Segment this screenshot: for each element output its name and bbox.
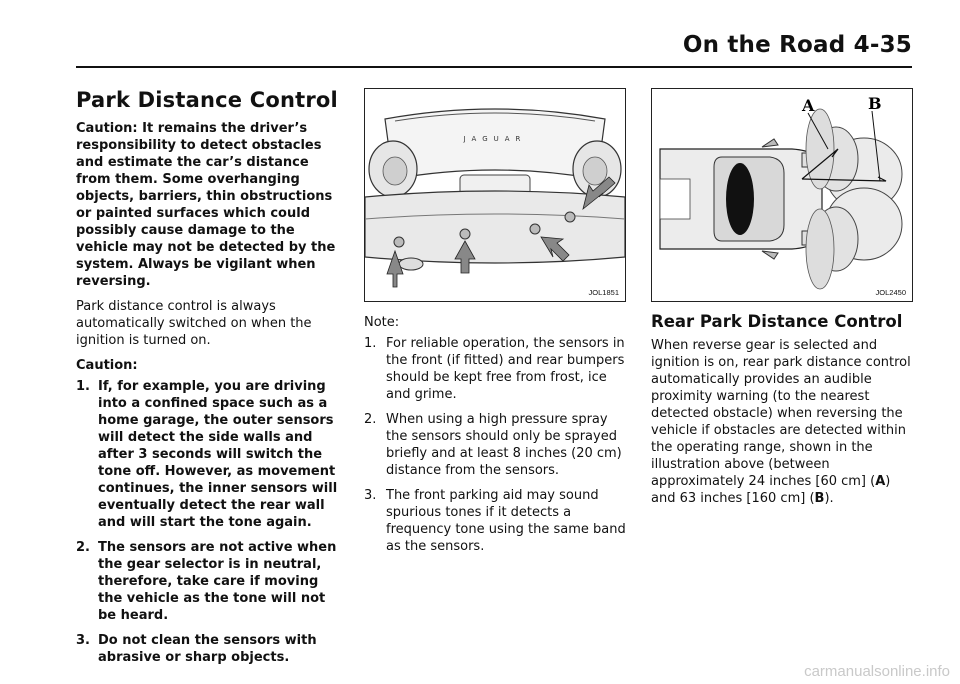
column-left (76, 88, 338, 674)
car-rear-bumper-drawing (365, 89, 625, 301)
section-subheading: Rear Park Distance Control (651, 312, 903, 331)
rear-bumper-illustration (364, 88, 626, 302)
note-item: 1. For reliable operation, the sensors in the front (if fitted) and rear bumpers should be kept free from frost, ice and grime. (364, 336, 625, 402)
note-list (364, 335, 626, 555)
figure-code: JOL1851 (588, 288, 619, 297)
sensor-range-illustration (651, 88, 913, 302)
figure-code: JOL2450 (875, 288, 906, 297)
page-header-title: On the Road 4-35 (682, 32, 912, 58)
note-item: 2. When using a high pressure spray the sensors should only be sprayed briefly and at least 8 inches (20 cm) distance from the sensors. (364, 412, 622, 478)
section-heading: Park Distance Control (76, 88, 338, 112)
watermark: carmanualsonline.info (804, 663, 950, 680)
caution-item: 1. If, for example, you are driving into a confined space such as a home garage, the outer sensors will detect the side walls and after 3 seconds will switch the tone off. However, as movement continues, the inner sensors will eventually detect the rear wall and will start the tone again. (76, 379, 338, 530)
caution-item: 3. Do not clean the sensors with abrasive or sharp objects. (76, 633, 317, 665)
caution-list (76, 378, 338, 666)
notes-block (364, 314, 626, 555)
caution-item: 2. The sensors are not active when the gear selector is in neutral, therefore, take care if moving the vehicle as the tone will not be heard. (76, 540, 337, 623)
note-label: Note: (364, 315, 400, 330)
caution-intro: Caution: It remains the driver’s responsibility to detect obstacles and estimate the car’s distance from them. Some overhanging objects, barriers, thin obstructions or painted surfaces which could possibly cause damage to the vehicle may not be detected by the system. Always be vigilant when reversing. (76, 121, 336, 289)
label-b: B (868, 94, 882, 113)
page-header (76, 28, 912, 68)
rear-pdc-paragraph: When reverse gear is selected and ignition is on, rear park distance control automatically provides an audible proximity warning (to the nearest detected obstacle) when reversing the vehicle if obstacles are detected within the operating range, shown in the illustration above (between approximately 24 inches [60 cm] (A) and 63 inches [160 cm] (B). (651, 338, 911, 506)
column-middle (364, 88, 626, 563)
ref-a: A (875, 474, 886, 489)
column-right (651, 88, 913, 515)
intro-paragraph: Park distance control is always automatically switched on when the ignition is turned on. (76, 299, 312, 348)
note-item: 3. The front parking aid may sound spurious tones if it detects a frequency tone using the same band as the sensors. (364, 488, 626, 554)
car-top-view-drawing (652, 89, 912, 301)
svg-text:JAGUAR: JAGUAR (463, 135, 527, 143)
ref-b: B (814, 491, 825, 506)
label-a: A (802, 96, 815, 115)
caution-label: Caution: (76, 358, 138, 373)
